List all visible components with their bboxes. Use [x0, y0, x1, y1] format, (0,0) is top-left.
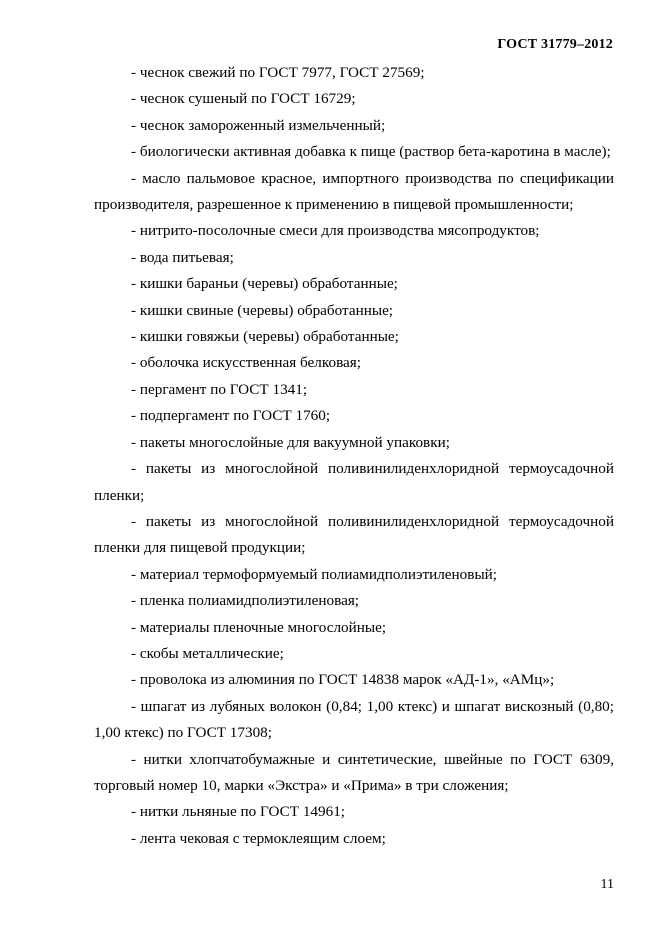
- list-item: - оболочка искусственная белковая;: [131, 354, 361, 372]
- list-item: - скобы металлические;: [131, 644, 284, 662]
- list-item: - чеснок свежий по ГОСТ 7977, ГОСТ 27569;: [131, 64, 425, 81]
- list-item: - масло пальмовое красное, импортного производства по спецификации производителя, разрешенное к применению в пищевой промышленности;: [94, 169, 614, 214]
- list-item: - биологически активная добавка к пище (раствор бета-каротина в масле);: [131, 143, 611, 161]
- page-number: 11: [600, 877, 614, 892]
- list-item: - пакеты многослойные для вакуумной упаковки;: [131, 433, 450, 451]
- list-item: - материал термоформуемый полиамидполиэтиленовый;: [131, 565, 497, 583]
- list-item: - вода питьевая;: [131, 248, 234, 266]
- list-item: - шпагат из лубяных волокон (0,84; 1,00 ктекс) и шпагат вискозный (0,80; 1,00 ктекс) по ГОСТ 17308;: [94, 697, 614, 742]
- list-item: - пакеты из многослойной поливинилиденхлоридной термоусадочной пленки;: [94, 460, 614, 504]
- list-item: - кишки свиные (черевы) обработанные;: [131, 301, 394, 319]
- list-item: - чеснок сушеный по ГОСТ 16729;: [131, 90, 356, 108]
- list-item: - нитки хлопчатобумажные и синтетические, швейные по ГОСТ 6309, торговый номер 10, марки «Экстра» и «Прима» в три сложения;: [94, 750, 614, 794]
- list-item: - пакеты из многослойной поливинилиденхлоридной термоусадочной пленки для пищевой продукции;: [94, 512, 614, 557]
- list-item: - нитрито-посолочные смеси для производства мясопродуктов;: [131, 222, 540, 240]
- list-item: - кишки бараньи (черевы) обработанные;: [131, 275, 398, 293]
- list-item: - материалы пленочные многослойные;: [131, 618, 387, 636]
- list-item: - кишки говяжьи (черевы) обработанные;: [131, 328, 399, 346]
- ingredients-list: [94, 60, 614, 852]
- list-item: - лента чековая с термоклеящим слоем;: [131, 829, 386, 847]
- document-header: ГОСТ 31779–2012: [497, 37, 613, 52]
- list-item: - пергамент по ГОСТ 1341;: [131, 380, 308, 398]
- list-item: - проволока из алюминия по ГОСТ 14838 марок «АД-1», «АМц»;: [131, 671, 555, 689]
- list-item: - чеснок замороженный измельченный;: [131, 116, 386, 134]
- list-item: - пленка полиамидполиэтиленовая;: [131, 592, 360, 610]
- list-item: - подпергамент по ГОСТ 1760;: [131, 407, 331, 425]
- list-item: - нитки льняные по ГОСТ 14961;: [131, 803, 346, 821]
